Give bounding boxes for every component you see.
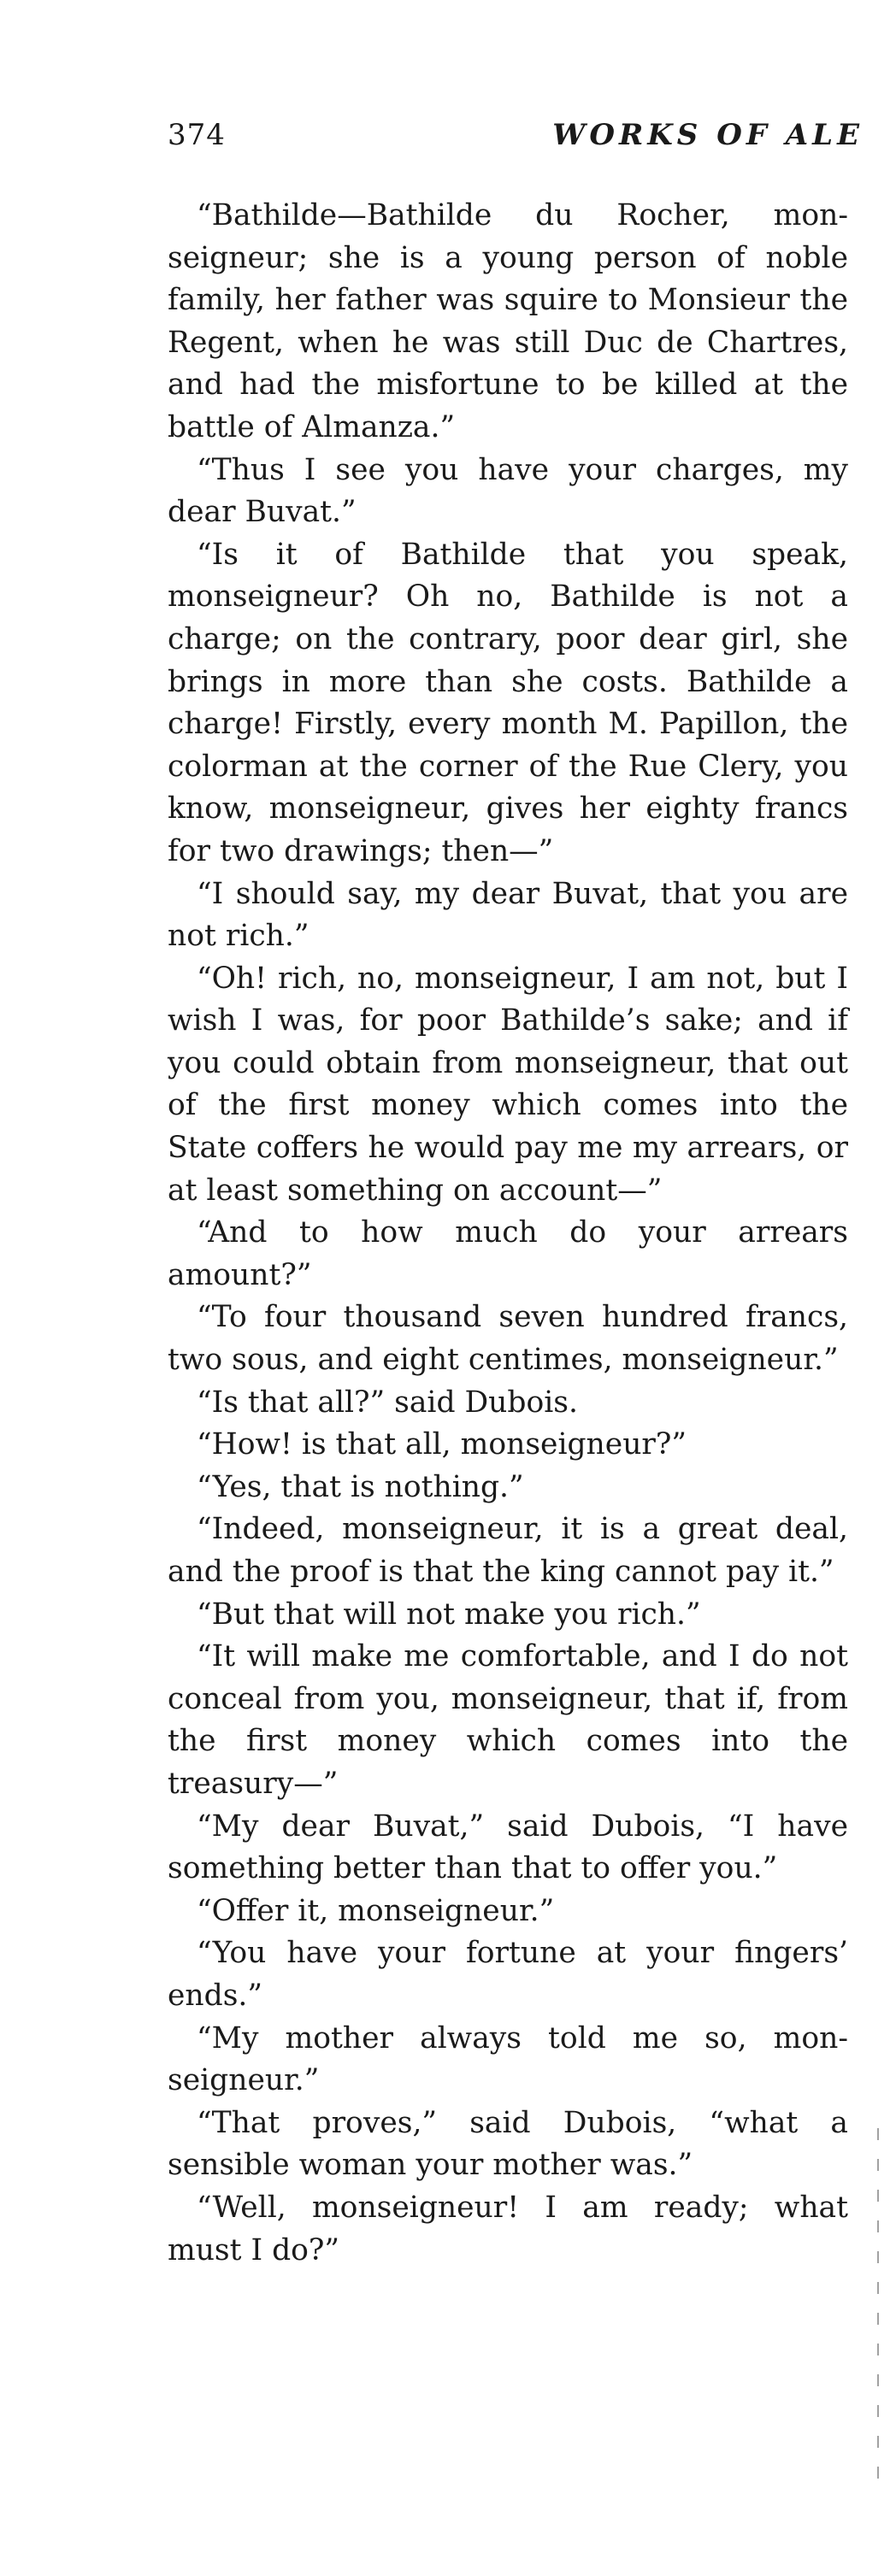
paragraph: “And to how much do your arrears amount?”	[168, 1215, 848, 1292]
paragraph: “To four thousand seven hundred francs, two sous, and eight centimes, monseigneur.”	[168, 1300, 848, 1378]
paragraph: “Yes, that is nothing.”	[197, 1469, 524, 1504]
paragraph: “Thus I see you have your charges, my dear Buvat.”	[168, 452, 848, 530]
paragraph: “My mother always told me so, monseigneur.”	[168, 2020, 848, 2098]
paragraph: “That proves,” said Dubois, “what a sensible woman your mother was.”	[168, 2105, 848, 2183]
paragraph: “How! is that all, monseigneur?”	[197, 1427, 687, 1462]
body-text	[168, 195, 848, 2272]
paragraph: “Oh! rich, no, monseigneur, I am not, but I wish I was, for poor Bathilde’s sake; and if you could obtain from monseigneur, that out of the first money which comes into the State coffers he would pay me my arrears, or at least something on account—”	[168, 961, 848, 1208]
paragraph: “It will make me comfortable, and I do not conceal from you, monseigneur, that if, from the first money which comes into the treasury—”	[168, 1639, 848, 1801]
paragraph: “Indeed, monseigneur, it is a great deal, and the proof is that the king cannot pay it.”	[168, 1512, 848, 1589]
paragraph: “Offer it, monseigneur.”	[197, 1893, 555, 1928]
paragraph: “Bathilde—Bathilde du Rocher, monseigneur; she is a young person of noble family, her father was squire to Monsieur the Regent, when he was still Duc de Chartres, and had the misfortune to be killed at the battle of Almanza.”	[168, 198, 848, 444]
paragraph: “But that will not make you rich.”	[197, 1597, 701, 1632]
paragraph: “Is it of Bathilde that you speak, monseigneur? Oh no, Bathilde is not a charge; on the contrary, poor dear girl, she brings in more than she costs. Bathilde a charge! Firstly, every month M. Papillon, the colorman at the corner of the Rue Clery, you know, monseigneur, gives her eighty francs for two drawings; then—”	[168, 537, 848, 868]
paragraph: “You have your fortune at your fingers’ ends.”	[168, 1936, 848, 2013]
paragraph: “Is that all?” said Dubois.	[197, 1385, 578, 1420]
paragraph: “My dear Buvat,” said Dubois, “I have something better than that to offer you.”	[168, 1808, 848, 1886]
running-header	[168, 118, 864, 156]
paragraph: “Well, monseigneur! I am ready; what must I do?”	[168, 2190, 848, 2267]
running-title: WORKS OF ALE	[552, 118, 864, 152]
page-number: 374	[168, 118, 226, 152]
paragraph: “I should say, my dear Buvat, that you are not rich.”	[168, 876, 848, 954]
margin-scan-mark	[877, 2128, 879, 2487]
